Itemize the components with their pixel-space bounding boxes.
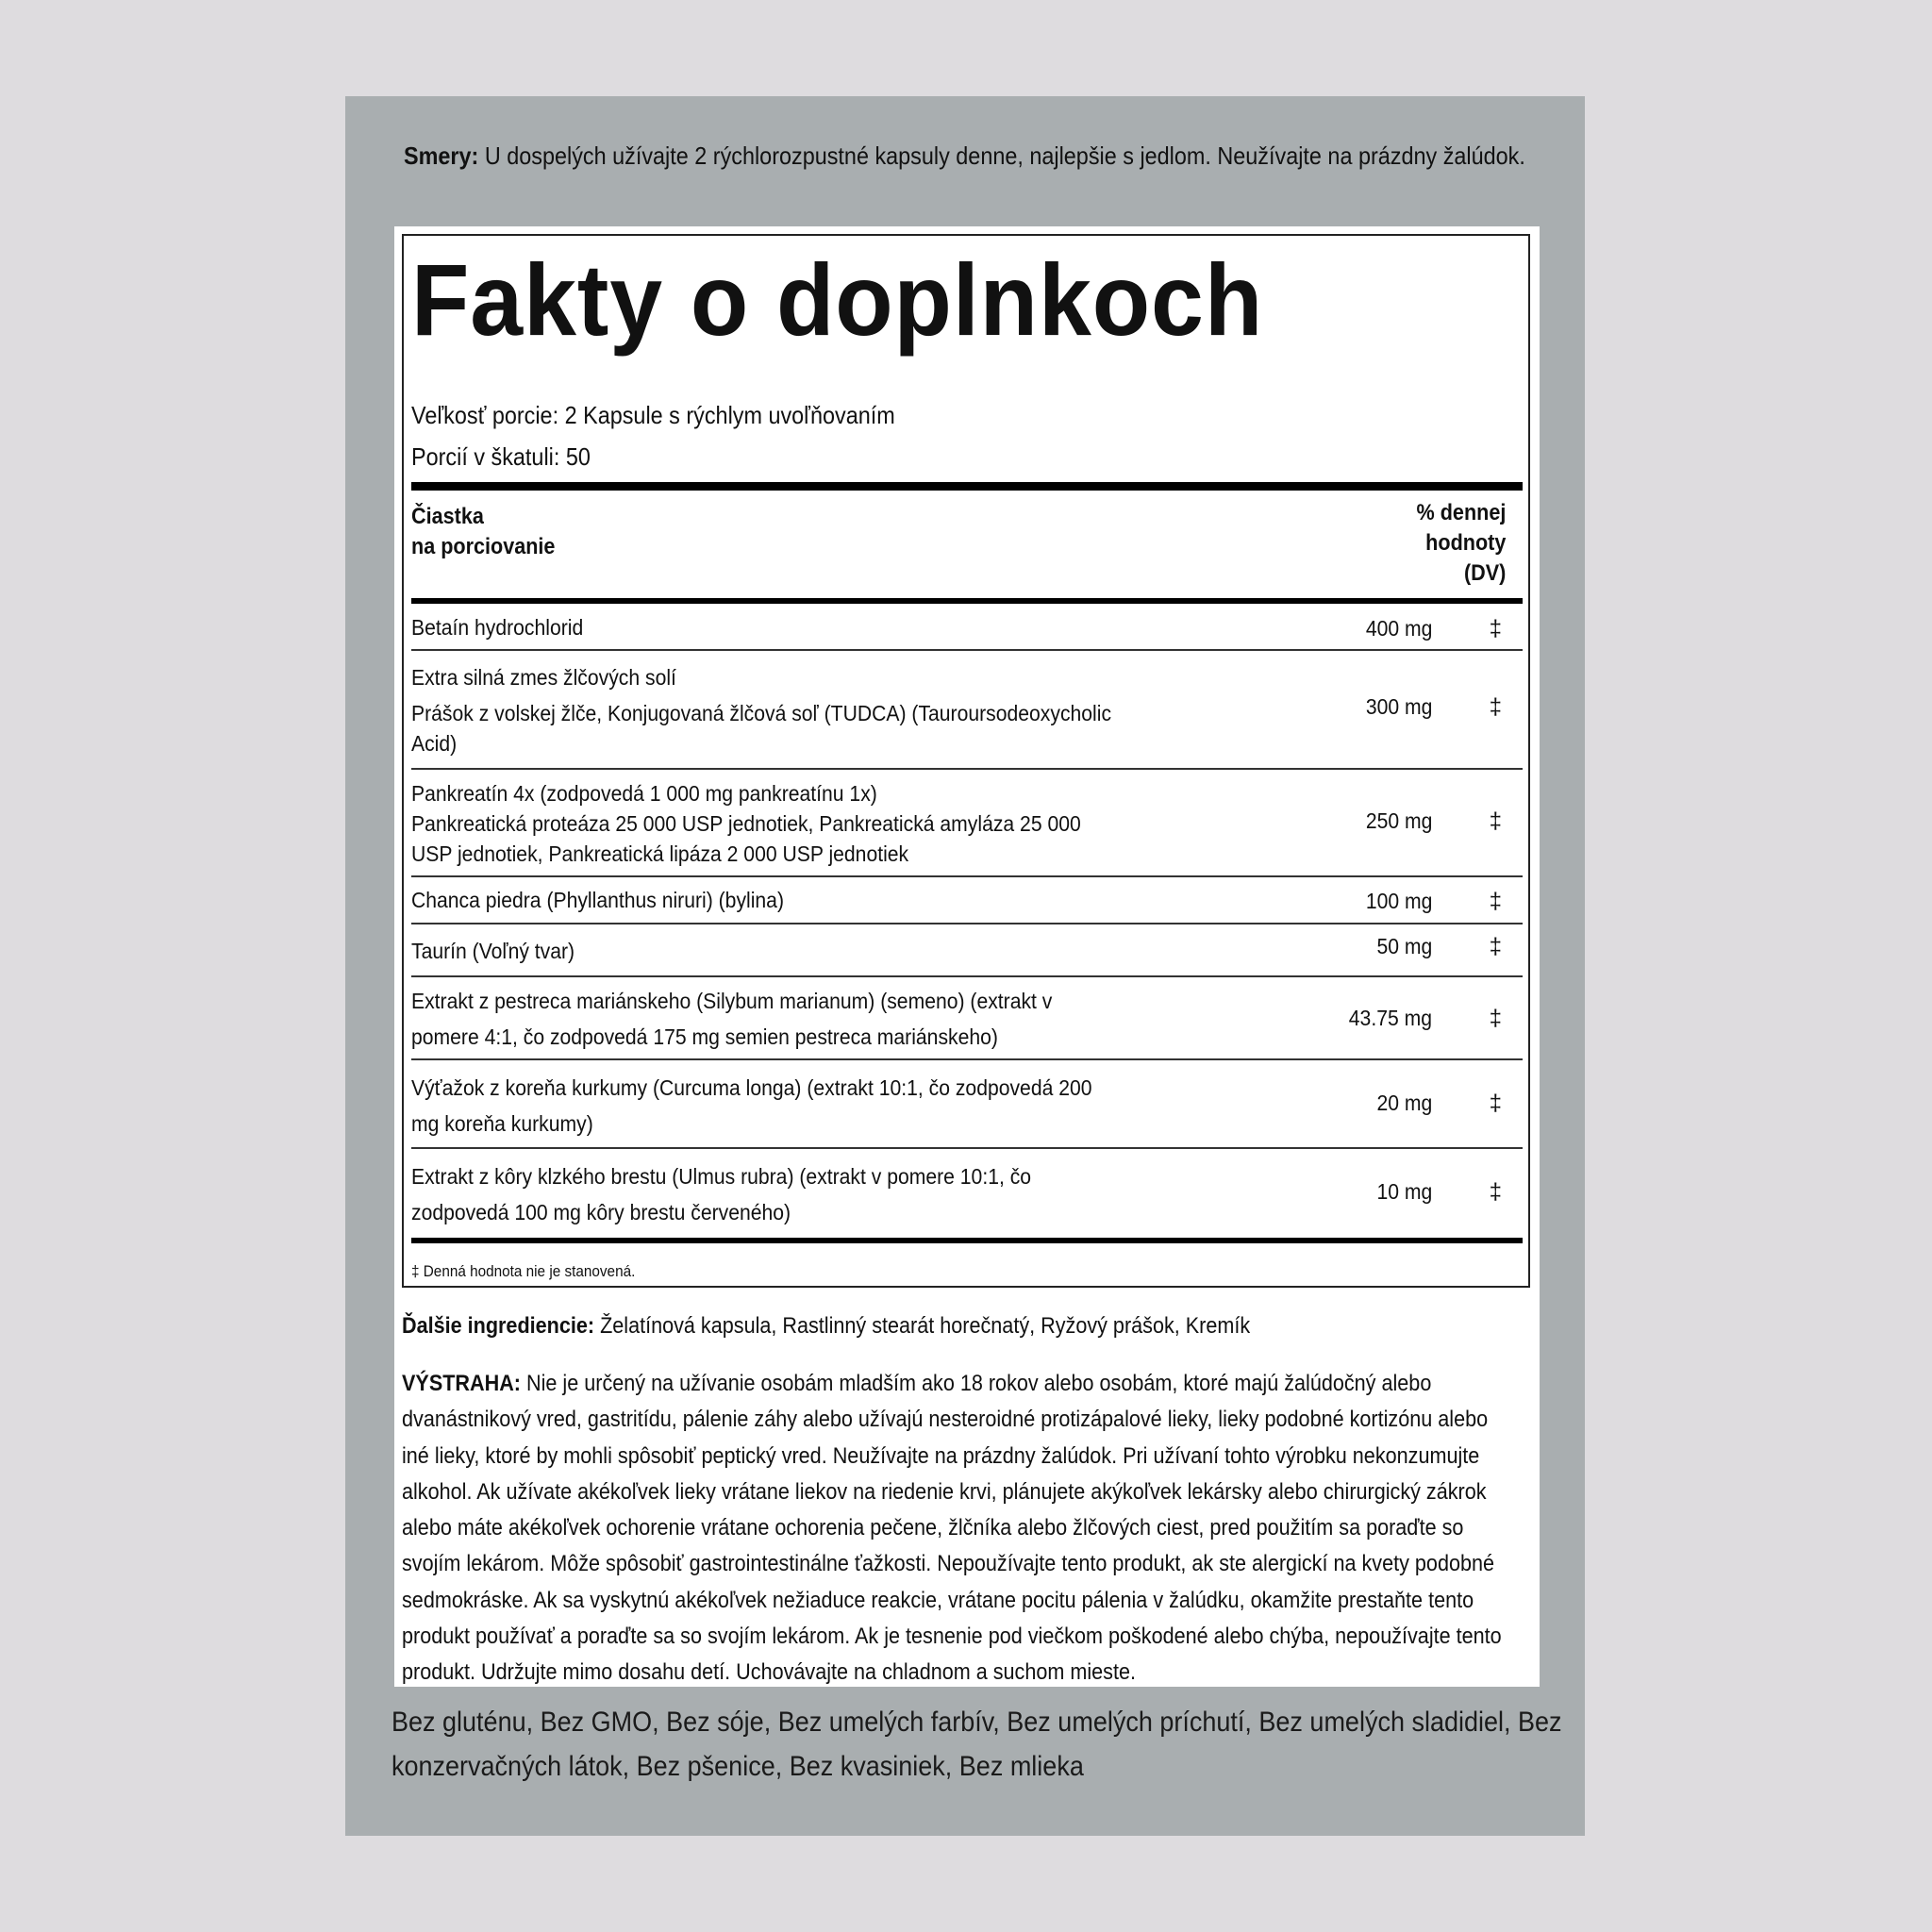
header-left-line-2: na porciovanie bbox=[411, 534, 556, 559]
warning-text: Nie je určený na užívanie osobám mladším ako 18 rokov alebo osobám, ktoré majú žalúdočný alebo dvanástnikový vred, gastritídu, pálenie záhy alebo užívajú nesteroidné protizápalové lieky, lieky podobné kortizónu alebo iné lieky, ktoré by mohli spôsobiť peptický vred. Neužívajte na prázdny žalúdok. Pri užívaní tohto výrobku nekonzumujte alkohol. Ak užívate akékoľvek lieky vrátane liekov na riedenie krvi, plánujete akýkoľvek lekársky alebo chirurgický zákrok alebo máte akékoľvek ochorenie vrátane ochorenia pečene, žlčníka alebo žlčových ciest, pred použitím sa poraďte so svojím lekárom. Môže spôsobiť gastrointestinálne ťažkosti. Nepoužívajte tento produkt, ak ste alergickí na kvety podobné sedmokráske. Ak sa vyskytnú akékoľvek nežiaduce reakcie, vrátane pocitu pálenia v žalúdku, okamžite prestaňte tento produkt používať a poraďte sa so svojím lekárom. Ak je tesnenie pod viečkom poškodené alebo chýba, nepoužívajte tento produkt. Udržujte mimo dosahu detí. Uchovávajte na chladnom a suchom mieste. bbox=[402, 1371, 1502, 1686]
servings-per-container: Porcií v škatuli: 50 bbox=[411, 442, 591, 471]
header-left-line-1: Čiastka bbox=[411, 504, 484, 529]
free-from-claims: Bez gluténu, Bez GMO, Bez sóje, Bez umelých farbív, Bez umelých príchutí, Bez umelých sladidiel, Bez konzervačných látok, Bez pšenice, Bez kvasiniek, Bez mlieka bbox=[391, 1707, 1562, 1782]
ingredient-dv: ‡ bbox=[1489, 808, 1502, 834]
daily-value-footnote: ‡ Denná hodnota nie je stanovená. bbox=[411, 1262, 636, 1280]
facts-title: Fakty o doplnkoch bbox=[411, 242, 1264, 357]
ingredient-subcomponents: Prášok z volskej žlče, Konjugovaná žlčová soľ (TUDCA) (Tauroursodeoxycholic Acid) bbox=[411, 701, 1112, 756]
directions-text: U dospelých užívajte 2 rýchlorozpustné kapsuly denne, najlepšie s jedlom. Neužívajte na prázdny žalúdok. bbox=[478, 142, 1525, 170]
header-right-line-3: (DV) bbox=[1463, 560, 1506, 586]
header-right-line-1: % dennej bbox=[1416, 500, 1506, 525]
ingredient-name: Chanca piedra (Phyllanthus niruri) (bylina) bbox=[411, 888, 784, 912]
ingredient-name: Extrakt z kôry klzkého brestu (Ulmus rubra) (extrakt v pomere 10:1, čo zodpovedá 100 mg kôry brestu červeného) bbox=[411, 1164, 1032, 1224]
table-row bbox=[411, 770, 1523, 875]
ingredient-subcomponents: Pankreatická proteáza 25 000 USP jednotiek, Pankreatická amyláza 25 000 USP jednotiek, Pankreatická lipáza 2 000 USP jednotiek bbox=[411, 811, 1081, 866]
bottom-divider bbox=[411, 1238, 1523, 1243]
ingredient-amount: 400 mg bbox=[1365, 616, 1432, 641]
table-row bbox=[411, 924, 1523, 975]
serving-size: Veľkosť porcie: 2 Kapsule s rýchlym uvoľňovaním bbox=[411, 401, 895, 429]
directions bbox=[404, 140, 1533, 173]
header-right-line-2: hodnoty bbox=[1424, 530, 1506, 556]
table-row bbox=[411, 877, 1523, 923]
white-card bbox=[394, 226, 1540, 1687]
thick-divider bbox=[411, 482, 1523, 491]
ingredient-name: Taurín (Voľný tvar) bbox=[411, 939, 575, 963]
ingredient-dv: ‡ bbox=[1489, 694, 1502, 720]
ingredient-name: Extra silná zmes žlčových solí bbox=[411, 665, 676, 690]
ingredient-amount: 10 mg bbox=[1376, 1179, 1432, 1204]
ingredient-dv: ‡ bbox=[1489, 1179, 1502, 1205]
ingredient-amount: 100 mg bbox=[1365, 889, 1432, 913]
table-row bbox=[411, 977, 1523, 1058]
ingredient-name: Extrakt z pestreca mariánskeho (Silybum marianum) (semeno) (extrakt v pomere 4:1, čo zodpovedá 175 mg semien pestreca mariánskeho) bbox=[411, 989, 1053, 1049]
ingredient-amount: 250 mg bbox=[1365, 808, 1432, 833]
other-ingredients-text: Želatínová kapsula, Rastlinný stearát horečnatý, Ryžový prášok, Kremík bbox=[594, 1313, 1251, 1339]
daily-value-header bbox=[1416, 498, 1506, 589]
ingredient-dv: ‡ bbox=[1489, 889, 1502, 914]
ingredient-dv: ‡ bbox=[1489, 1006, 1502, 1031]
table-row bbox=[411, 604, 1523, 649]
supplement-facts-box bbox=[402, 234, 1530, 1288]
ingredient-dv: ‡ bbox=[1489, 1091, 1502, 1116]
other-ingredients-label: Ďalšie ingrediencie: bbox=[402, 1313, 595, 1339]
ingredient-dv: ‡ bbox=[1489, 934, 1502, 959]
ingredient-amount: 300 mg bbox=[1365, 694, 1432, 719]
ingredient-dv: ‡ bbox=[1489, 616, 1502, 641]
warning-label: VÝSTRAHA: bbox=[402, 1371, 522, 1396]
label-panel bbox=[345, 96, 1585, 1836]
table-row bbox=[411, 1149, 1523, 1236]
ingredient-name: Výťažok z koreňa kurkumy (Curcuma longa) (extrakt 10:1, čo zodpovedá 200 mg koreňa kurkumy) bbox=[411, 1075, 1092, 1136]
ingredient-name: Betaín hydrochlorid bbox=[411, 615, 584, 640]
table-row bbox=[411, 1060, 1523, 1147]
directions-label: Smery: bbox=[404, 142, 479, 170]
ingredient-amount: 50 mg bbox=[1376, 934, 1432, 958]
table-row bbox=[411, 651, 1523, 768]
amount-per-serving-header bbox=[411, 502, 555, 562]
ingredient-amount: 43.75 mg bbox=[1348, 1006, 1432, 1030]
warning bbox=[402, 1366, 1514, 1691]
ingredient-name: Pankreatín 4x (zodpovedá 1 000 mg pankreatínu 1x) bbox=[411, 781, 877, 806]
other-ingredients bbox=[402, 1313, 1250, 1340]
ingredient-amount: 20 mg bbox=[1376, 1091, 1432, 1115]
